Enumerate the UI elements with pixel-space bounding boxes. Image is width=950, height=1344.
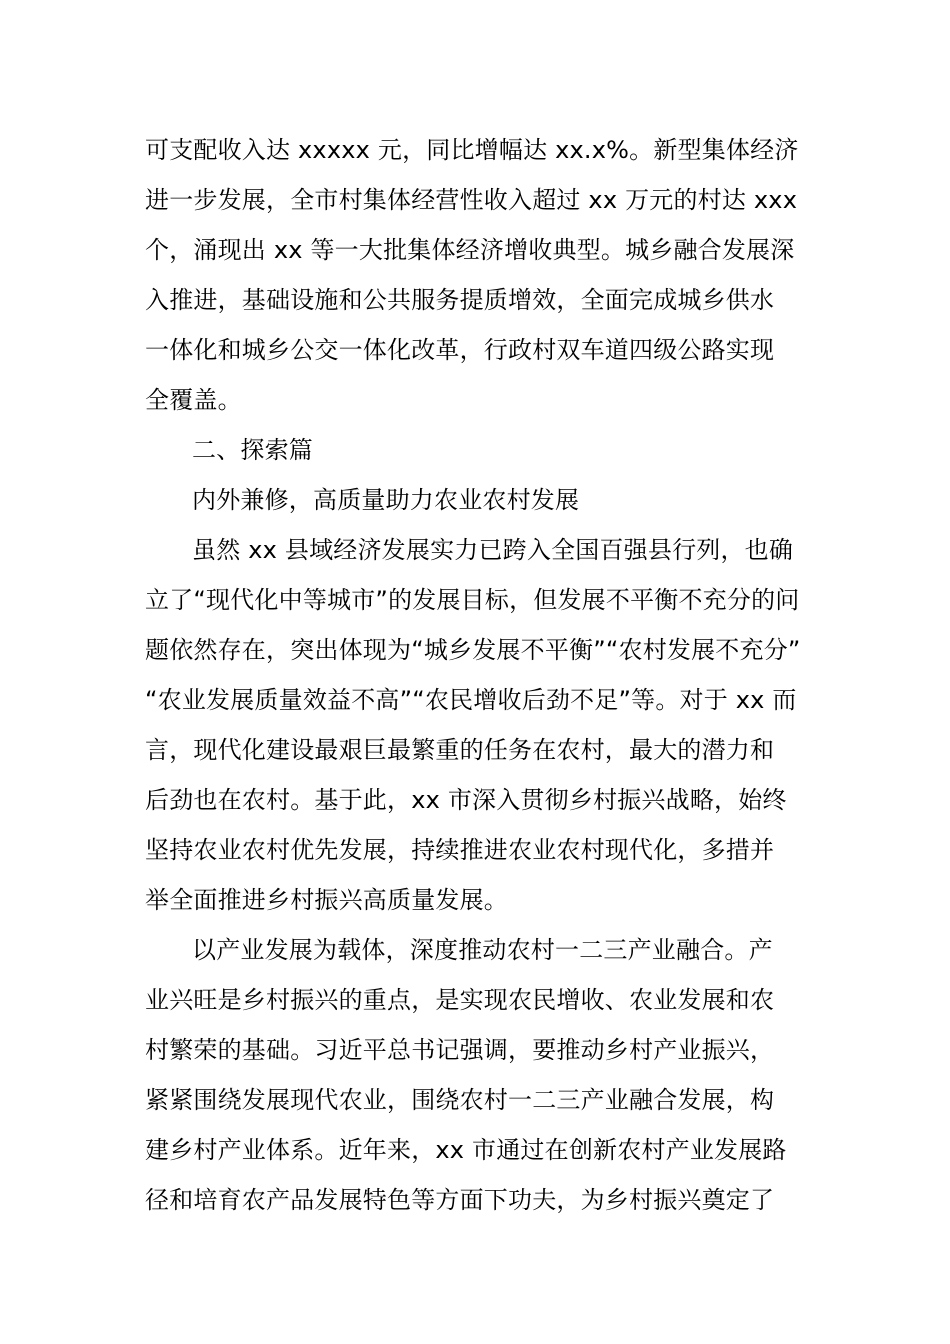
text-line: 入推进，基础设施和公共服务提质增效，全面完成城乡供水 (145, 286, 775, 314)
text-line: 进一步发展，全市村集体经营性收入超过 xx 万元的村达 xxx (145, 186, 798, 214)
text-line: 举全面推进乡村振兴高质量发展。 (145, 886, 508, 914)
text-line: 一体化和城乡公交一体化改革，行政村双车道四级公路实现 (145, 336, 775, 364)
text-line: 虽然 xx 县域经济发展实力已跨入全国百强县行列，也确 (192, 536, 794, 564)
text-line: 业兴旺是乡村振兴的重点，是实现农民增收、农业发展和农 (145, 986, 775, 1014)
text-line: 言，现代化建设最艰巨最繁重的任务在农村，最大的潜力和 (145, 736, 775, 764)
text-line: 紧紧围绕发展现代农业，围绕农村一二三产业融合发展，构 (145, 1086, 775, 1114)
text-line: 立了“现代化中等城市”的发展目标，但发展不平衡不充分的问 (145, 586, 800, 614)
text-line: 以产业发展为载体，深度推动农村一二三产业融合。产 (192, 936, 773, 964)
text-line: 全覆盖。 (145, 386, 242, 414)
text-line: 个，涌现出 xx 等一大批集体经济增收典型。城乡融合发展深 (145, 236, 795, 264)
text-line: 径和培育农产品发展特色等方面下功夫，为乡村振兴奠定了 (145, 1186, 775, 1214)
text-line: 题依然存在，突出体现为“城乡发展不平衡”“农村发展不充分” (145, 636, 801, 664)
text-line: 村繁荣的基础。习近平总书记强调，要推动乡村产业振兴， (145, 1036, 775, 1064)
section-heading: 二、探索篇 (192, 436, 313, 464)
text-line: 建乡村产业体系。近年来，xx 市通过在创新农村产业发展路 (145, 1136, 787, 1164)
text-line: “农业发展质量效益不高”“农民增收后劲不足”等。对于 xx 而 (145, 686, 797, 714)
text-line: 坚持农业农村优先发展，持续推进农业农村现代化，多措并 (145, 836, 775, 864)
text-line: 后劲也在农村。基于此，xx 市深入贯彻乡村振兴战略，始终 (145, 786, 787, 814)
section-subtitle: 内外兼修，高质量助力农业农村发展 (192, 486, 580, 514)
text-line: 可支配收入达 xxxxx 元，同比增幅达 xx.x%。新型集体经济 (145, 136, 799, 164)
